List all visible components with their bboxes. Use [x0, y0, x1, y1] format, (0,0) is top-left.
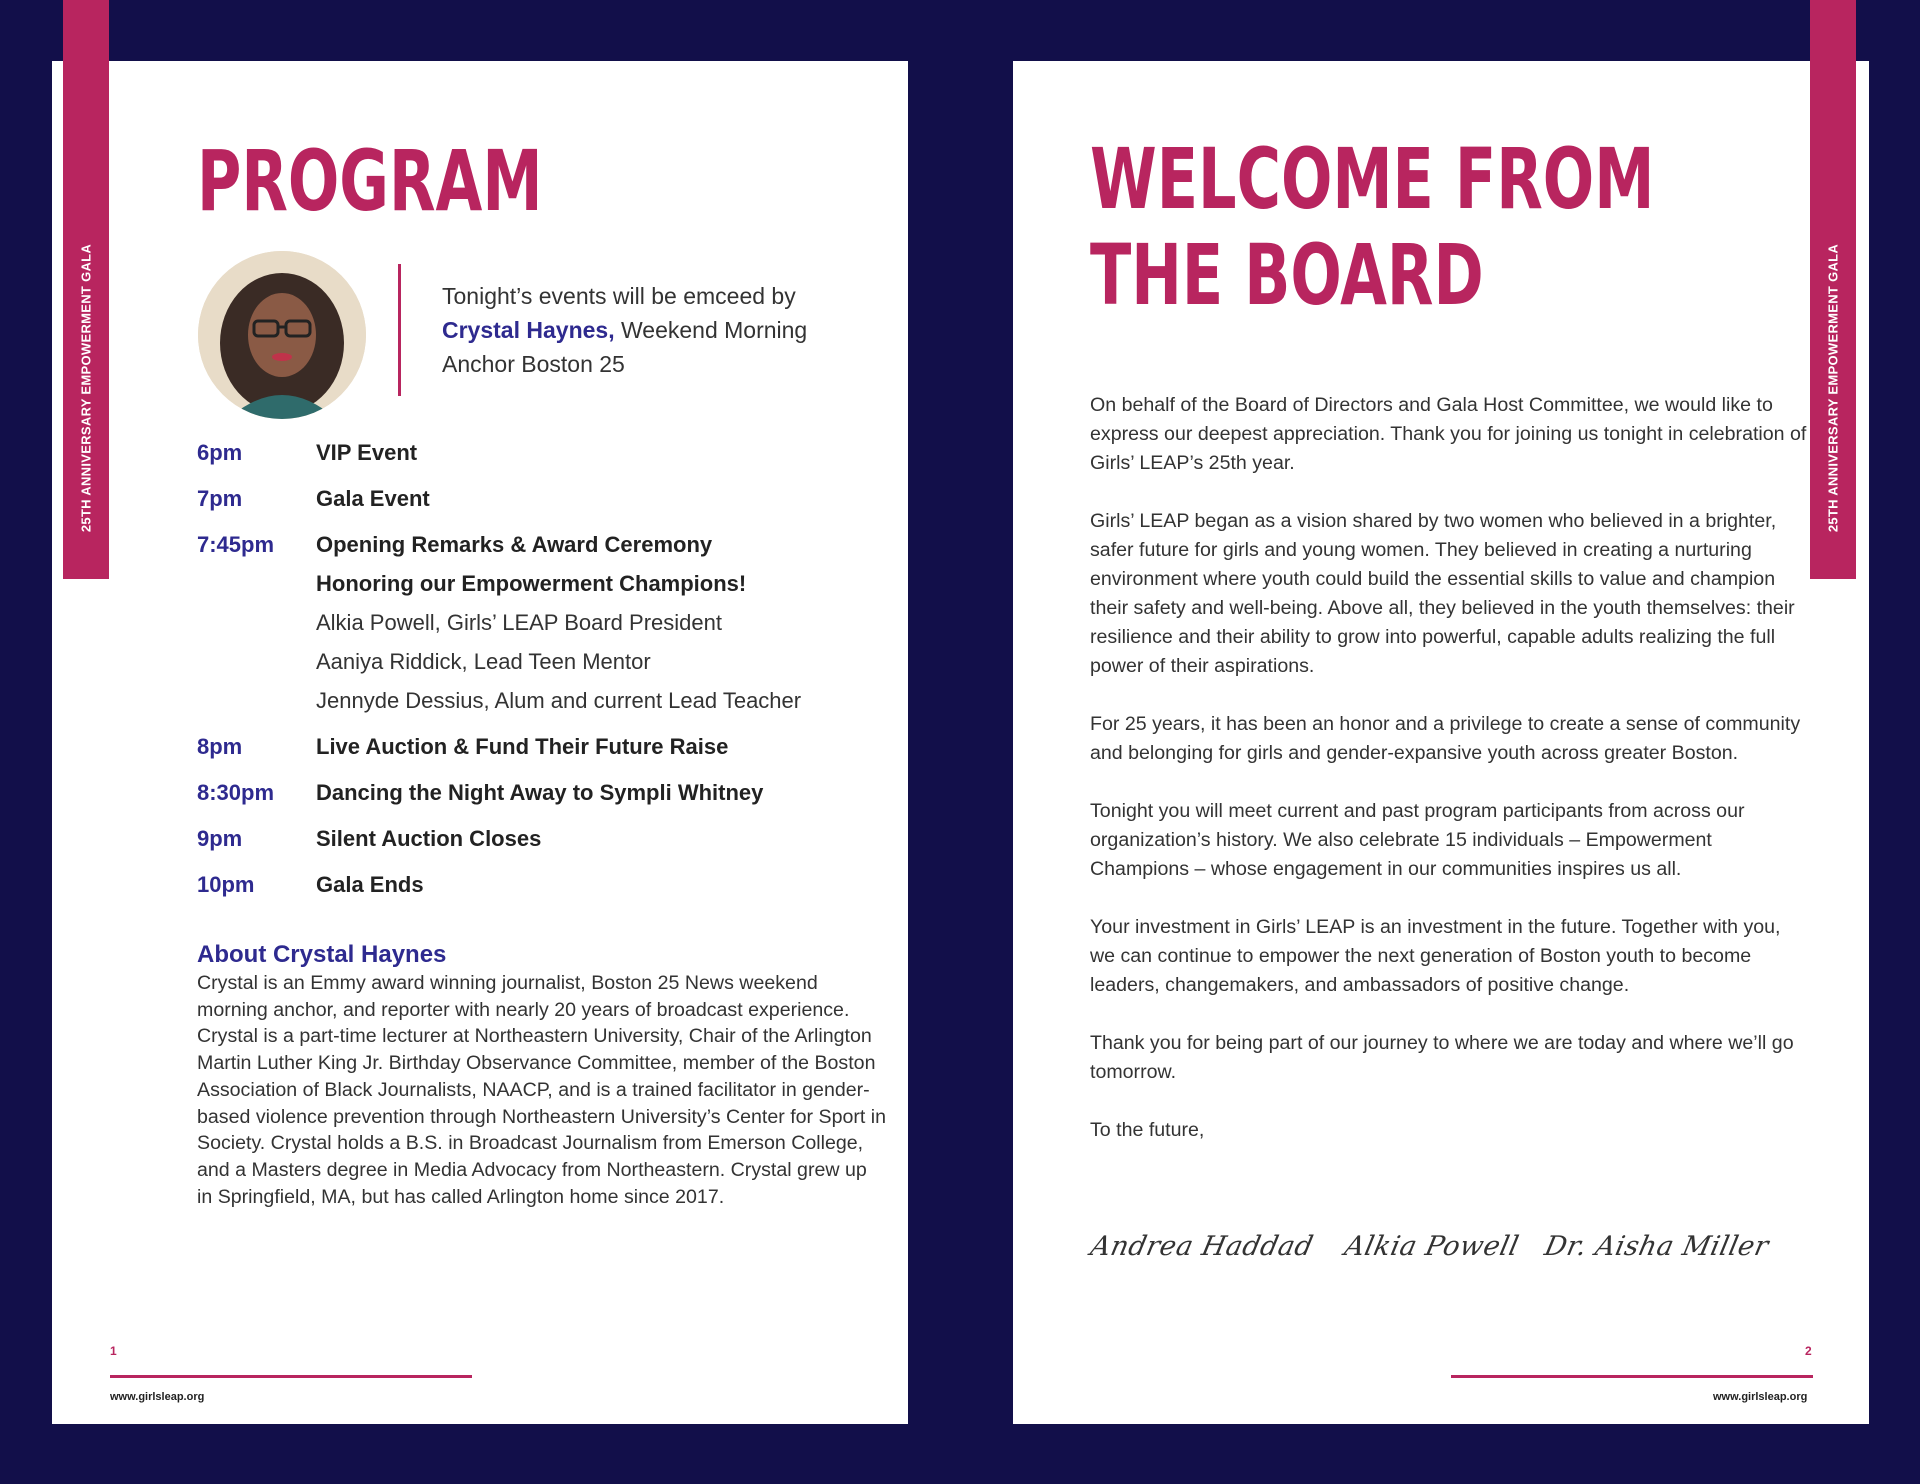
schedule-event: Aaniya Riddick, Lead Teen Mentor	[316, 649, 651, 674]
footer-rule	[1451, 1375, 1813, 1378]
intro-text: Tonight’s events will be emceed by	[442, 283, 796, 309]
schedule-row	[197, 727, 897, 766]
schedule-event: Silent Auction Closes	[316, 826, 542, 851]
page-title	[1090, 131, 1654, 323]
letter-paragraph: For 25 years, it has been an honor and a privilege to create a sense of community and belonging for girls and gender-expansive youth across greater Boston.	[1090, 713, 1801, 764]
schedule-time: 7pm	[197, 486, 243, 511]
schedule-time: 8pm	[197, 734, 243, 759]
side-tab-label: 25TH ANNIVERSARY EMPOWERMENT GALA	[78, 243, 94, 533]
schedule-event: VIP Event	[316, 440, 418, 465]
schedule-event: Gala Event	[316, 486, 430, 511]
title-line-1: WELCOME FROM	[1090, 130, 1655, 228]
welcome-letter	[1090, 391, 1810, 1145]
page-number: 2	[1805, 1344, 1812, 1358]
schedule-row	[197, 773, 897, 812]
signature-aisha-miller: Dr. Aisha Miller	[1541, 1231, 1772, 1262]
about-heading: About Crystal Haynes	[197, 941, 447, 968]
page-title: PROGRAM	[197, 132, 543, 230]
title-line-2: THE BOARD	[1090, 226, 1484, 324]
side-tab-label: 25TH ANNIVERSARY EMPOWERMENT GALA	[1825, 243, 1841, 533]
letter-closing: To the future,	[1090, 1119, 1205, 1141]
intro-divider	[398, 264, 401, 396]
program-schedule	[197, 433, 897, 911]
emcee-photo	[198, 251, 366, 419]
letter-paragraph: Girls’ LEAP began as a vision shared by two women who believed in a brighter, safer future for girls and young women. They believed in creating a nurturing environment where youth could build the essential skills to value and champion their safety and well-being. Above all, they believed in the youth themselves: their resilience and their ability to grow into powerful, capable adults realizing the full power of their aspirations.	[1090, 510, 1795, 677]
schedule-time: 7:45pm	[197, 532, 275, 557]
schedule-event: Alkia Powell, Girls’ LEAP Board President	[316, 610, 722, 635]
schedule-row	[197, 865, 897, 904]
schedule-event: Jennyde Dessius, Alum and current Lead Teacher	[316, 688, 802, 713]
welcome-page	[1013, 61, 1869, 1424]
schedule-row	[197, 525, 897, 720]
schedule-event: Gala Ends	[316, 872, 424, 897]
letter-paragraph: Your investment in Girls’ LEAP is an investment in the future. Together with you, we can continue to empower the next generation of Boston youth to become leaders, changemakers, and ambassadors of positive change.	[1090, 916, 1781, 996]
schedule-time: 6pm	[197, 440, 243, 465]
schedule-event: Live Auction & Fund Their Future Raise	[316, 734, 729, 759]
letter-paragraph: Thank you for being part of our journey to where we are today and where we’ll go tomorrow.	[1090, 1032, 1794, 1083]
about-bio: Crystal is an Emmy award winning journalist, Boston 25 News weekend morning anchor, and reporter with nearly 20 years of broadcast experience. Crystal is a part-time lecturer at Northeastern University, Chair of the Arlington Martin Luther King Jr. Birthday Observance Committee, member of the Boston Association of Black Journalists, NAACP, and is a trained facilitator in gender-based violence prevention through Northeastern University’s Center for Sport in Society. Crystal holds a B.S. in Broadcast Journalism from Emerson College, and a Masters degree in Media Advocacy from Northeastern. Crystal grew up in Springfield, MA, but has called Arlington home since 2017.	[197, 972, 887, 1208]
letter-paragraph: Tonight you will meet current and past program participants from across our organization’s history. We also celebrate 15 individuals – Empowerment Champions – whose engagement in our communities inspires us all.	[1090, 800, 1745, 880]
footer-rule	[110, 1375, 472, 1378]
footer-url: www.girlsleap.org	[110, 1391, 205, 1403]
schedule-event: Dancing the Night Away to Sympli Whitney	[316, 780, 764, 805]
schedule-time: 10pm	[197, 872, 255, 897]
schedule-time: 9pm	[197, 826, 243, 851]
letter-paragraph: On behalf of the Board of Directors and Gala Host Committee, we would like to express our deepest appreciation. Thank you for joining us tonight in celebration of Girls’ LEAP’s 25th year.	[1090, 394, 1807, 474]
schedule-row	[197, 819, 897, 858]
schedule-time: 8:30pm	[197, 780, 275, 805]
schedule-event: Opening Remarks & Award Ceremony	[316, 532, 713, 557]
side-tab-right	[1810, 0, 1856, 579]
schedule-row	[197, 479, 897, 518]
schedule-row	[197, 433, 897, 472]
signature-alkia-powell: Alkia Powell	[1341, 1231, 1522, 1262]
signature-andrea-haddad: Andrea Haddad	[1087, 1231, 1317, 1262]
side-tab-left	[63, 0, 109, 579]
emcee-role: Weekend Morning Anchor Boston 25	[442, 317, 808, 377]
emcee-name: Crystal Haynes,	[442, 317, 615, 343]
page-number: 1	[110, 1344, 117, 1358]
schedule-event: Honoring our Empowerment Champions!	[316, 571, 747, 596]
emcee-intro	[442, 279, 872, 381]
program-page	[52, 61, 908, 1424]
footer-url: www.girlsleap.org	[1713, 1391, 1808, 1403]
